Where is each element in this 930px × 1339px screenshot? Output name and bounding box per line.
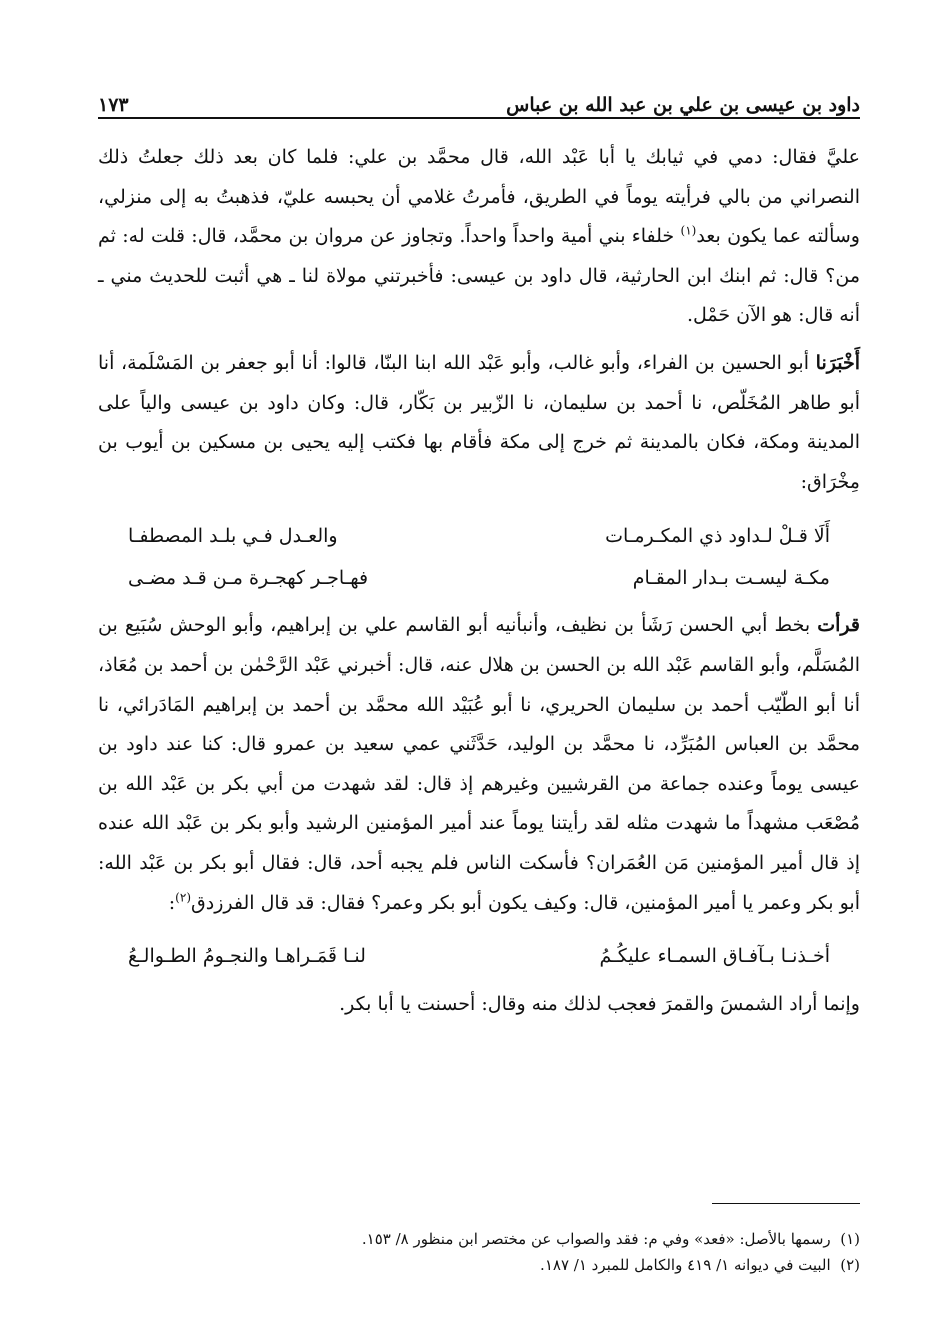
poem-verse [98, 516, 860, 556]
paragraph-1 [98, 138, 860, 336]
verse-first-hemistich: أخـذنـا بـآفـاق السمـاء عليكُـمُ [599, 945, 830, 968]
paragraph-text: خلفاء بني أمية واحداً واحداً. وتجاوز عن مروان بن محمَّد، قال: قلت له: ثم من؟ قال: ثم ابنك ابن الحارثية، قال داود بن عيسى: فأخبرتني مولاة لنا ـ هي أثبت للحديث مني ـ أنه قال: هو الآن حَمْل. [98, 225, 860, 327]
paragraph-text: عليَّ فقال: دمي في ثيابك يا أبا عَبْد الله، قال محمَّد بن علي: فلما كان بعد ذلك جعلتُ ذلك النصراني من بالي فرأيته يوماً في الطريق، فأمرتُ غلامي أن يحبسه عليّ، فذهبتُ به إلى منزلي، وسألته عما يكون بعد [98, 146, 860, 248]
paragraph-2 [98, 344, 860, 502]
paragraph-lead-word: أَخْبَرَنا [815, 351, 860, 374]
main-text [98, 138, 860, 1025]
poem-block-2 [98, 937, 860, 977]
running-title: داود بن عيسى بن علي بن عبد الله بن عباس [506, 94, 860, 116]
footnote-2 [98, 1252, 860, 1278]
paragraph-text: وإنما أراد الشمسَ والقمرَ فعجب لذلك منه وقال: أحسنت يا أبا بكر. [339, 993, 860, 1016]
verse-second-hemistich: والعـدل فـي بلـد المصطفـا [128, 524, 338, 547]
header-rule [98, 117, 860, 119]
poem-block-1 [98, 516, 860, 598]
footnote-ref-1: (١) [680, 223, 697, 238]
paragraph-text: أبو الحسين بن الفراء، وأبو غالب، وأبو عَبْد الله ابنا البنّا، قالوا: أنا أبو جعفر بن المَسْلَمة، أنا أبو طاهر المُخَلّص، نا أحمد بن سليمان، نا الزّبير بن بَكّار، قال: وكان داود بن عيسى والياً على المدينة ومكة، فكان بالمدينة ثم خرج إلى مكة فأقام بها فكتب إليه يحيى بن مسكين بن أيوب بن مِخْرَاق: [98, 351, 860, 493]
paragraph-text: بخط أبي الحسن رَشَأ بن نظيف، وأنبأنيه أبو القاسم علي بن إبراهيم، وأبو الوحش سُبَيع بن المُسَلَّم، وأبو القاسم عَبْد الله بن الحسن بن هلال عنه، قال: أخبرني عَبْد الرَّحْمٰن بن أحمد بن مُعَاذ، أنا أبو الطّيّب أحمد بن سليمان الحريري، نا أبو عُبَيْد الله محمَّد بن أحمد بن إبراهيم المَادَرائي، نا محمَّد بن العباس المُبَرِّد، نا محمَّد بن الوليد، حَدَّثَني عمي سعيد بن عمرو قال: كنا عند داود بن عيسى يوماً وعنده جماعة من القرشيين وغيرهم إذ قال: لقد شهدت من أبي بكر بن عَبْد الله بن مُصْعَب مشهداً ما شهدت مثله لقد رأيتنا يوماً عند أمير المؤمنين الرشيد وأبو بكر بن عَبْد الله عنده إذ قال أمير المؤمنين مَن العُمَران؟ فأسكت الناس فلم يجبه أحد، قال: فقال أبو بكر بن عَبْد الله: أبو بكر وعمر يا أمير المؤمنين، قال: وكيف يكون أبو بكر وعمر؟ فقال: قد قال الفرزدق [98, 614, 860, 914]
footnote-text: البيت في ديوانه ١/ ٤١٩ والكامل للمبرد ١/ ١٨٧. [540, 1256, 831, 1274]
verse-first-hemistich: مكـة ليسـت بـدار المقـام [632, 566, 830, 589]
verse-second-hemistich: لنـا قَمَـراهـا والنجـومُ الطـوالـعُ [128, 945, 366, 968]
paragraph-4 [98, 985, 860, 1025]
poem-verse [98, 937, 860, 977]
paragraph-text: : [168, 891, 176, 914]
footnote-number: (١) [840, 1230, 860, 1248]
footnote-number: (٢) [840, 1256, 860, 1274]
footnote-ref-2: (٢) [175, 890, 191, 905]
verse-first-hemistich: أَلَا قـلْ لـداود ذي المكـرمـات [605, 524, 830, 547]
poem-verse [98, 558, 860, 598]
paragraph-3 [98, 606, 860, 923]
page-number: ١٧٣ [98, 94, 129, 116]
footnote-separator [712, 1203, 860, 1204]
footnotes [98, 1226, 860, 1278]
footnote-text: رسمها بالأصل: «فعد» وفي م: فقد والصواب عن مختصر ابن منظور ٨/ ١٥٣. [361, 1230, 831, 1248]
page-header [98, 86, 860, 116]
paragraph-lead-word: قرأت [817, 614, 860, 637]
footnote-1 [98, 1226, 860, 1252]
verse-second-hemistich: فهـاجـر كهجـرة مـن قـد مضـى [128, 566, 369, 589]
